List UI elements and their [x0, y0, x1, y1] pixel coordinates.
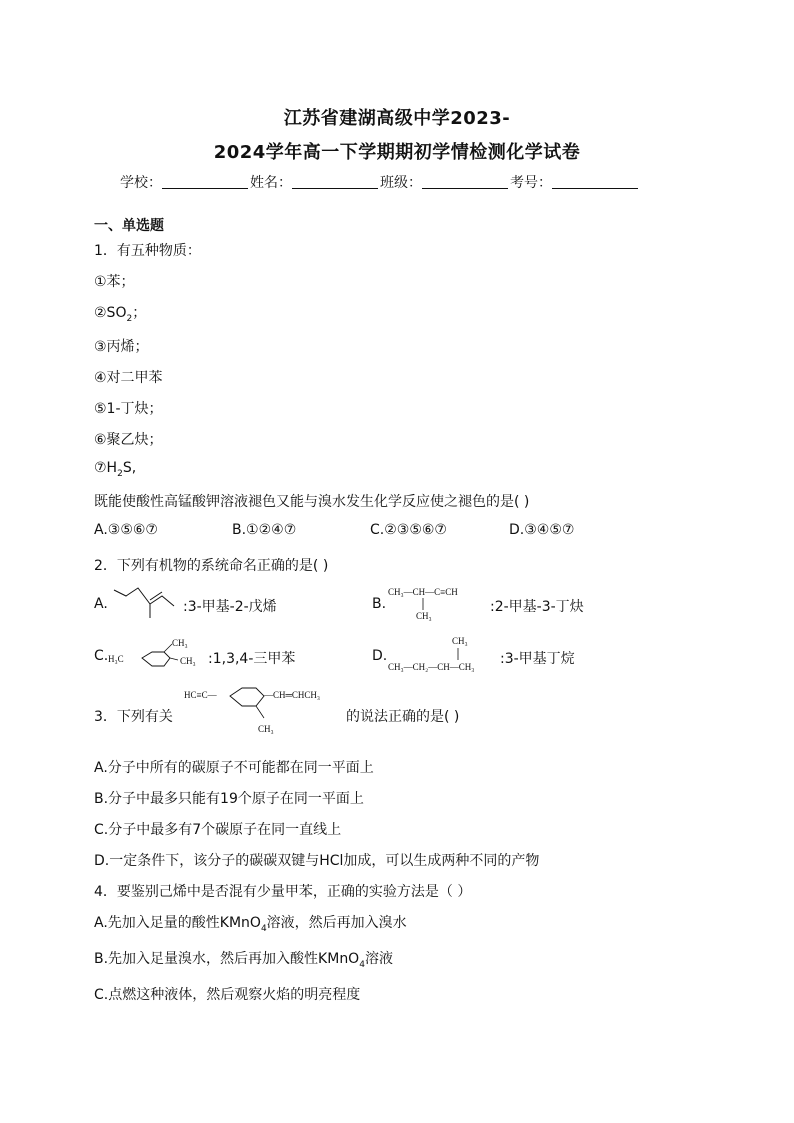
q2-b-main-chain: CH₃—CH—C≡CH	[388, 587, 458, 597]
q1-item-1: ①苯；	[94, 274, 135, 290]
exam-number-label: 考号：	[510, 175, 552, 191]
class-label: 班级：	[380, 175, 422, 191]
title-line-1: 江苏省建湖高级中学2023-	[283, 108, 511, 129]
q1-option-d: D.③④⑤⑦	[509, 522, 575, 538]
q1-item-2-tail: ；	[132, 305, 147, 321]
q3-stem-prefix: 3．下列有关	[94, 709, 173, 725]
q2-option-b-label: B.	[372, 596, 387, 612]
q2-option-b-name: :2-甲基-3-丁炔	[490, 599, 584, 615]
q4-stem: 4．要鉴别己烯中是否混有少量甲苯，正确的实验方法是（ ）	[94, 884, 472, 900]
q3-option-d: D.一定条件下，该分子的碳碳双键与HCl加成，可以生成两种不同的产物	[94, 853, 540, 869]
q2-c-ring-structure	[108, 634, 208, 674]
q1-item-4: ④对二甲苯	[94, 370, 163, 386]
q2-option-c-name: :1,3,4-三甲苯	[208, 651, 296, 667]
section-heading: 一、单选题	[94, 218, 164, 234]
school-blank	[162, 188, 248, 189]
q2-option-a-label: A.	[94, 596, 108, 612]
q2-c-right-group: CH₃	[180, 656, 196, 666]
name-blank	[292, 188, 378, 189]
q1-item-3: ③丙烯；	[94, 339, 149, 355]
q2-c-top-group: CH₃	[172, 638, 188, 648]
title-line-2: 2024学年高一下学期期初学情检测化学试卷	[213, 142, 581, 163]
q1-item-2-text: ②SO	[94, 305, 127, 321]
school-label: 学校：	[120, 175, 162, 191]
q1-item-2-sub: 2	[126, 313, 133, 324]
q1-item-7	[94, 460, 136, 479]
q3-molecule-structure	[184, 684, 346, 742]
q4-option-b	[94, 948, 393, 970]
q2-c-left-group: H₃C	[108, 654, 124, 664]
q2-a-skeletal-structure	[110, 584, 190, 622]
q2-b-branch: CH₃	[416, 611, 432, 621]
q4-option-b-text: B.先加入足量溴水，然后再加入酸性KMnO	[94, 951, 360, 967]
q1-stem: 1．有五种物质：	[94, 243, 201, 259]
q3-option-b: B.分子中最多只能有19个原子在同一平面上	[94, 791, 364, 807]
q4-option-c: C.点燃这种液体，然后观察火焰的明亮程度	[94, 987, 361, 1003]
q1-item-2	[94, 302, 146, 324]
q1-item-7-text: ⑦H	[94, 460, 118, 476]
exam-number-blank	[552, 188, 638, 189]
q1-option-c: C.②③⑤⑥⑦	[370, 522, 447, 538]
q2-option-c-label: C.	[94, 648, 109, 664]
q3-option-a: A.分子中所有的碳原子不可能都在同一平面上	[94, 760, 374, 776]
name-label: 姓名：	[250, 175, 292, 191]
q1-item-7-tail: S,	[122, 460, 137, 476]
q2-stem: 2．下列有机物的系统命名正确的是( )	[94, 558, 329, 574]
q2-option-d-name: :3-甲基丁烷	[500, 651, 575, 667]
q4-option-a-text: A.先加入足量的酸性KMnO	[94, 915, 261, 931]
q2-d-structure	[388, 632, 500, 676]
q1-item-7-sub: 2	[117, 468, 123, 479]
q2-d-top-group: CH₃	[452, 636, 468, 646]
q3-stem-suffix: 的说法正确的是( )	[346, 709, 460, 725]
q4-option-b-tail: 溶液	[364, 951, 393, 967]
q3-right-group: —CH═CHCH₃	[264, 690, 321, 700]
q3-option-c: C.分子中最多有7个碳原子在同一直线上	[94, 822, 342, 838]
q2-option-d-label: D.	[372, 648, 388, 664]
q4-option-a-sub: 4	[260, 923, 267, 934]
q4-option-a	[94, 912, 407, 934]
student-info-row	[120, 172, 680, 192]
q4-option-a-tail: 溶液，然后再加入溴水	[266, 915, 407, 931]
class-blank	[422, 188, 508, 189]
q2-d-main-chain: CH₃—CH₂—CH—CH₃	[388, 662, 475, 672]
q3-left-group: HC≡C—	[184, 690, 217, 700]
q1-option-b: B.①②④⑦	[232, 522, 297, 538]
q1-question: 既能使酸性高锰酸钾溶液褪色又能与溴水发生化学反应使之褪色的是( )	[94, 494, 530, 510]
q4-option-b-sub: 4	[359, 959, 365, 970]
q1-item-5: ⑤1-丁炔；	[94, 401, 163, 417]
q1-item-6: ⑥聚乙炔；	[94, 432, 163, 448]
q2-b-structure	[388, 582, 488, 622]
q1-option-a: A.③⑤⑥⑦	[94, 522, 158, 538]
q2-option-a-name: :3-甲基-2-戊烯	[183, 599, 277, 615]
q3-bottom-group: CH₃	[258, 724, 274, 734]
